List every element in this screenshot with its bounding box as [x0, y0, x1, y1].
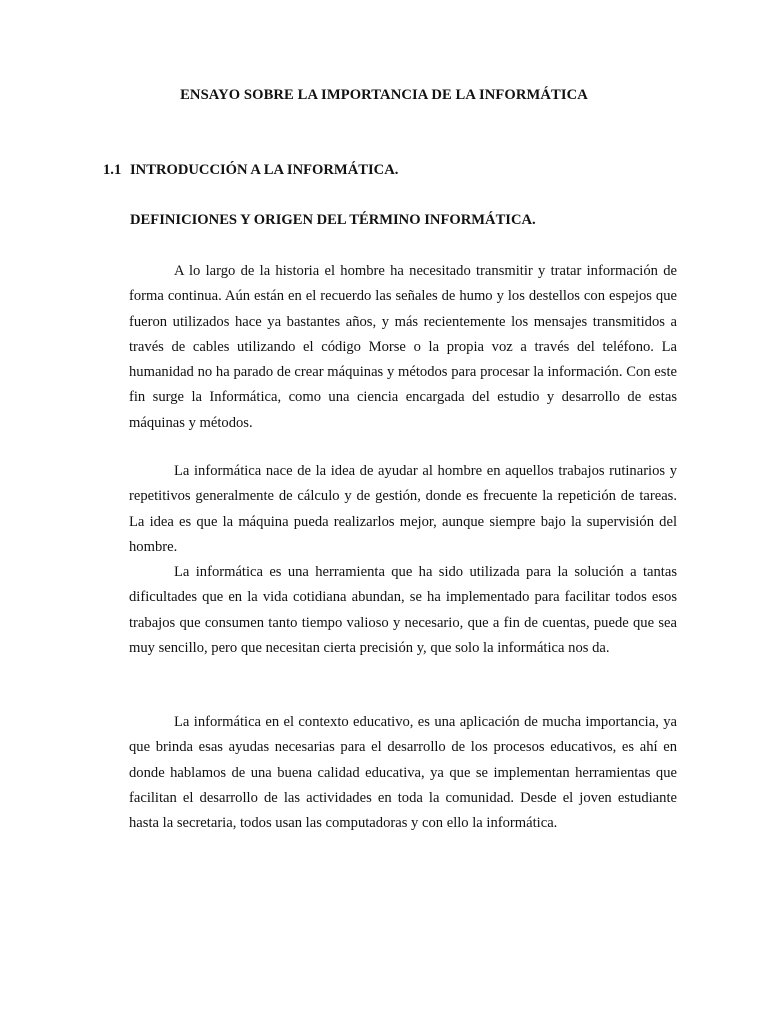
paragraph-text: La informática en el contexto educativo, es una aplicación de mucha importancia, ya que brinda esas ayudas necesarias para el desarrollo de los procesos educativos, es ahí en donde hablamos de una buena calidad educativa, ya que se implementan herramientas que facilitan el desarrollo de las actividades en toda la comunidad. Desde el joven estudiante hasta la secretaria, todos usan las computadoras y con ello la informática. [129, 714, 677, 832]
section-heading [103, 162, 398, 179]
section-number: 1.1 [103, 162, 122, 178]
subsection-heading: DEFINICIONES Y ORIGEN DEL TÉRMINO INFORMÁTICA. [130, 212, 536, 228]
paragraph [129, 560, 677, 661]
paragraph-text: La informática nace de la idea de ayudar al hombre en aquellos trabajos rutinarios y repetitivos generalmente de cálculo y de gestión, donde es frecuente la repetición de tareas. La idea es que la máquina pueda realizarlos mejor, aunque siempre bajo la supervisión del hombre. [129, 463, 677, 555]
paragraph [129, 710, 677, 836]
paragraph-text: La informática es una herramienta que ha sido utilizada para la solución a tantas dificultades que en la vida cotidiana abundan, se ha implementado para facilitar todos esos trabajos que consumen tanto tiempo valioso y necesario, que a fin de cuentas, puede que sea muy sencillo, pero que necesitan cierta precisión y, que solo la informática nos da. [129, 564, 677, 656]
document-title: ENSAYO SOBRE LA IMPORTANCIA DE LA INFORMÁTICA [180, 87, 588, 103]
paragraph [129, 259, 677, 436]
section-title: INTRODUCCIÓN A LA INFORMÁTICA. [130, 162, 399, 178]
paragraph [129, 459, 677, 560]
paragraph-text: A lo largo de la historia el hombre ha necesitado transmitir y tratar información de forma continua. Aún están en el recuerdo las señales de humo y los destellos con espejos que fueron utilizados hace ya bastantes años, y más recientemente los mensajes transmitidos a través de cables utilizando el código Morse o la propia voz a través del teléfono. La humanidad no ha parado de crear máquinas y métodos para procesar la información. Con este fin surge la Informática, como una ciencia encargada del estudio y desarrollo de estas máquinas y métodos. [129, 263, 677, 431]
